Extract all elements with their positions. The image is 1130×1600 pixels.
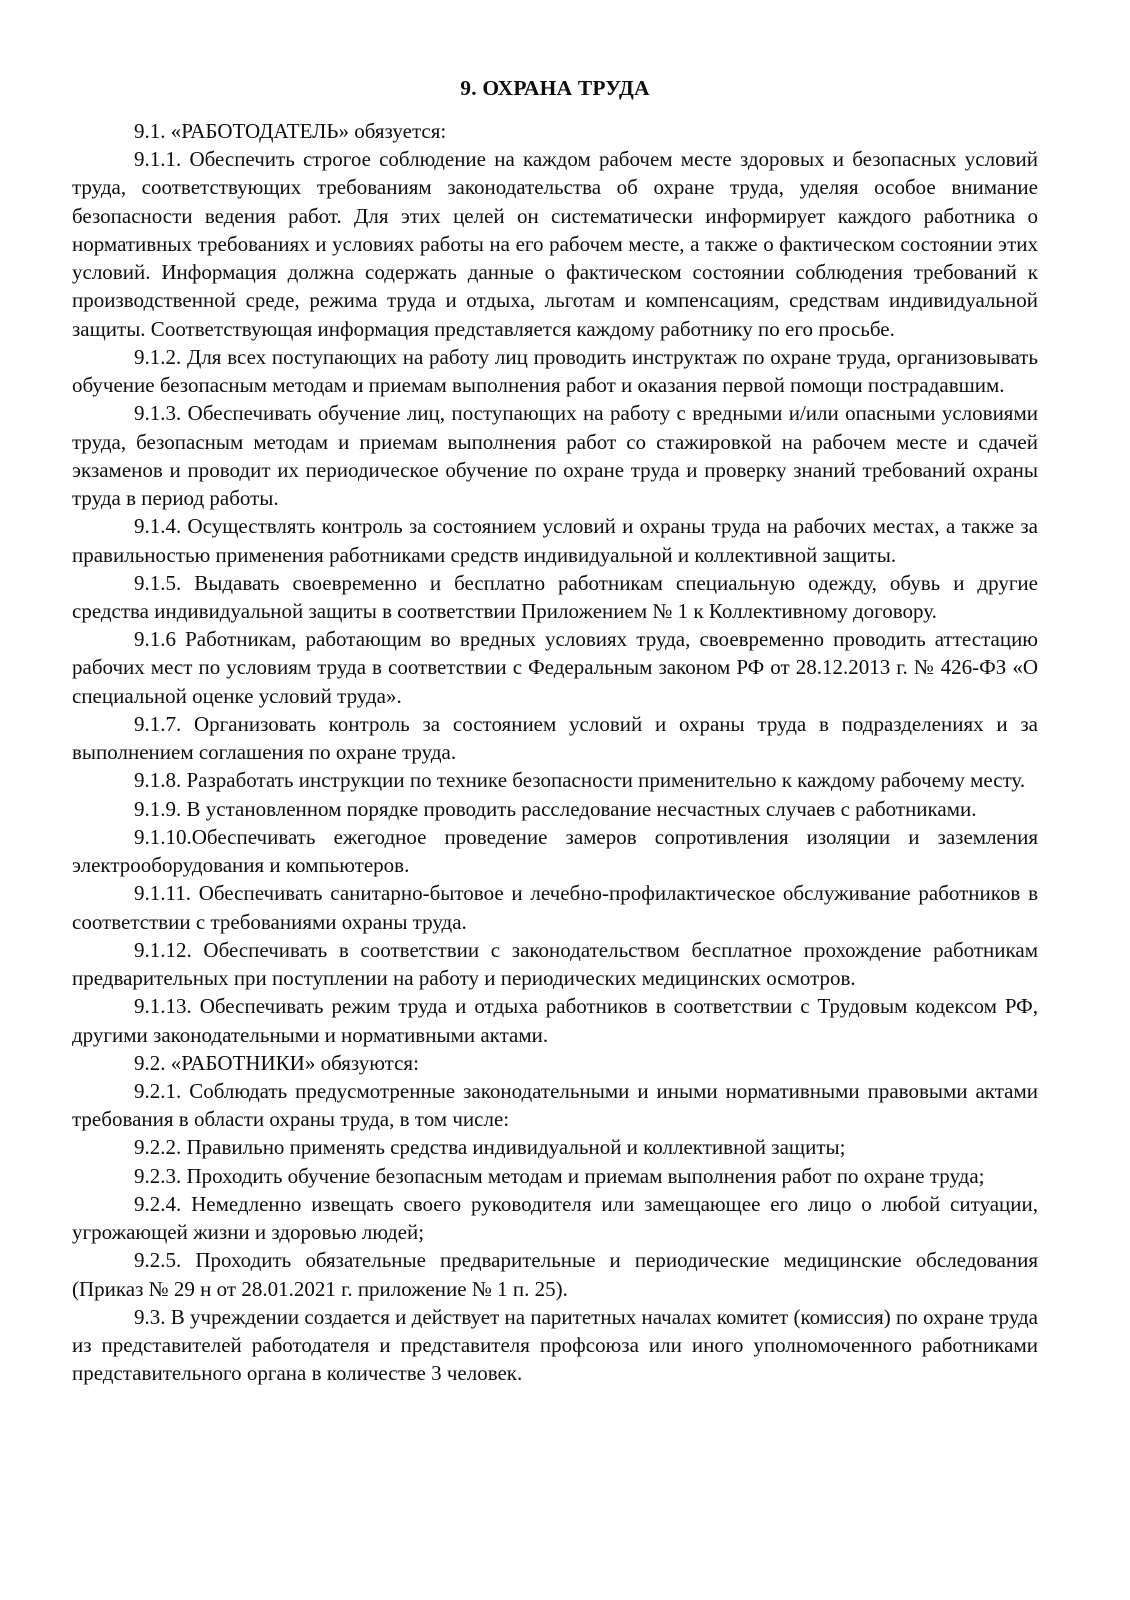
paragraph: 9.3. В учреждении создается и действует на паритетных началах комитет (комиссия) по охране труда из представителей работодателя и представителя профсоюза или иного уполномоченного работниками представительного органа в количестве 3 человек.	[72, 1304, 1038, 1386]
paragraph: 9.2.4. Немедленно извещать своего руководителя или замещающее его лицо о любой ситуации, угрожающей жизни и здоровью людей;	[72, 1191, 1038, 1245]
paragraph: 9.2. «РАБОТНИКИ» обязуются:	[134, 1050, 419, 1075]
paragraph: 9.2.2. Правильно применять средства индивидуальной и коллективной защиты;	[134, 1135, 846, 1160]
document-body	[72, 117, 1038, 1388]
paragraph: 9.1.9. В установленном порядке проводить расследование несчастных случаев с работниками.	[134, 796, 977, 821]
paragraph: 9.1.2. Для всех поступающих на работу лиц проводить инструктаж по охране труда, организовывать обучение безопасным методам и приемам выполнения работ и оказания первой помощи пострадавшим.	[72, 344, 1038, 398]
paragraph: 9.1.3. Обеспечивать обучение лиц, поступающих на работу с вредными и/или опасными условиями труда, безопасным методам и приемам выполнения работ со стажировкой на рабочем месте и сдачей экзаменов и проводит их периодическое обучение по охране труда и проверку знаний требований охраны труда в период работы.	[72, 401, 1038, 511]
paragraph: 9.2.1. Соблюдать предусмотренные законодательными и иными нормативными правовыми актами требования в области охраны труда, в том числе:	[72, 1078, 1038, 1132]
paragraph: 9.1.10.Обеспечивать ежегодное проведение замеров сопротивления изоляции и заземления электрооборудования и компьютеров.	[72, 824, 1038, 878]
paragraph: 9.1.7. Организовать контроль за состоянием условий и охраны труда в подразделениях и за выполнением соглашения по охране труда.	[72, 711, 1038, 765]
paragraph: 9.2.3. Проходить обучение безопасным методам и приемам выполнения работ по охране труда;	[134, 1163, 985, 1188]
paragraph: 9.1.11. Обеспечивать санитарно-бытовое и лечебно-профилактическое обслуживание работников в соответствии с требованиями охраны труда.	[72, 881, 1038, 934]
page-title: 9. ОХРАНА ТРУДА	[460, 76, 650, 100]
paragraph: 9.1. «РАБОТОДАТЕЛЬ» обязуется:	[134, 119, 447, 143]
paragraph: 9.2.5. Проходить обязательные предварительные и периодические медицинские обследования (Приказ № 29 н от 28.01.2021 г. приложение № 1 п. 25).	[72, 1248, 1038, 1301]
paragraph: 9.1.5. Выдавать своевременно и бесплатно работникам специальную одежду, обувь и другие средства индивидуальной защиты в соответствии Приложением № 1 к Коллективному договору.	[72, 570, 1038, 623]
paragraph: 9.1.8. Разработать инструкции по технике безопасности применительно к каждому рабочему месту.	[134, 768, 1026, 793]
paragraph: 9.1.12. Обеспечивать в соответствии с законодательством бесплатное прохождение работникам предварительных при поступлении на работу и периодических медицинских осмотров.	[72, 937, 1038, 991]
paragraph: 9.1.4. Осуществлять контроль за состоянием условий и охраны труда на рабочих местах, а также за правильностью применения работниками средств индивидуальной и коллективной защиты.	[72, 514, 1038, 567]
paragraph: 9.1.1. Обеспечить строгое соблюдение на каждом рабочем месте здоровых и безопасных условий труда, соответствующих требованиям законодательства об охране труда, уделяя особое внимание безопасности ведения работ. Для этих целей он систематически информирует каждого работника о нормативных требованиях и условиях работы на его рабочем месте, а также о фактическом состоянии этих условий. Информация должна содержать данные о фактическом состоянии соблюдения требований к производственной среде, режима труда и отдыха, льготам и компенсациям, средствам индивидуальной защиты. Соответствующая информация представляется каждому работнику по его просьбе.	[72, 147, 1038, 341]
paragraph: 9.1.13. Обеспечивать режим труда и отдыха работников в соответствии с Трудовым кодексом РФ, другими законодательными и нормативными актами.	[72, 994, 1038, 1047]
paragraph: 9.1.6 Работникам, работающим во вредных условиях труда, своевременно проводить аттестацию рабочих мест по условиям труда в соответствии с Федеральным законом РФ от 28.12.2013 г. № 426-ФЗ «О специальной оценке условий труда».	[72, 627, 1038, 708]
